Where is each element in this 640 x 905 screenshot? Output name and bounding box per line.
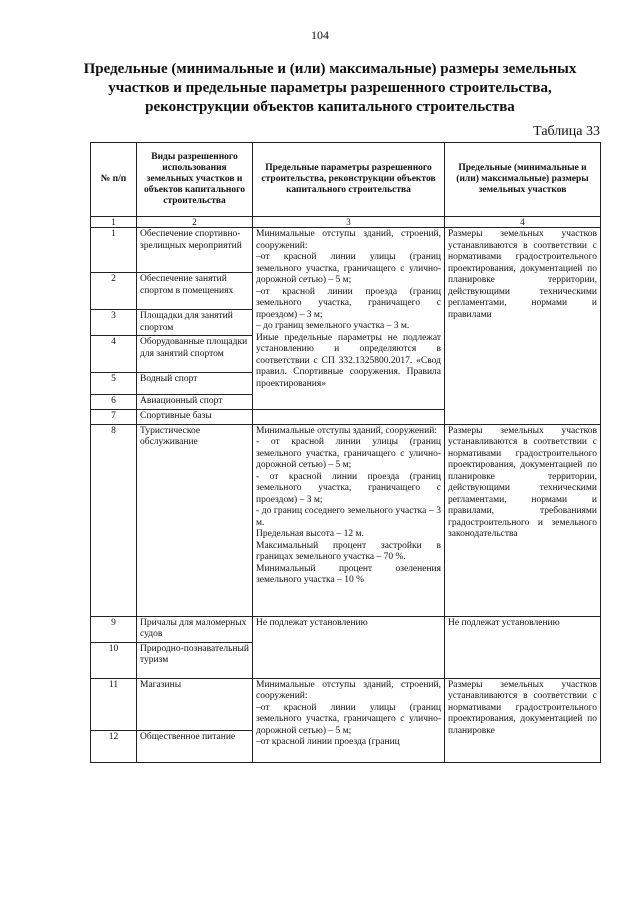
- header-num: № п/п: [91, 143, 137, 217]
- row-number: 1: [91, 228, 137, 273]
- row-type: Спортивные базы: [137, 410, 253, 425]
- params-cell: Не подлежат установлению: [253, 616, 445, 678]
- row-number: 2: [91, 273, 137, 310]
- table-caption: Таблица 33: [533, 124, 600, 139]
- param-line: – до границ земельного участка – 3 м.: [256, 321, 410, 331]
- param-line: –от красной линии улицы (границ земельного участка, граничащего с улично-дорожной сетью) – 5 м;: [256, 702, 441, 736]
- param-line: Предельная высота – 12 м.: [256, 529, 364, 539]
- row-type: Магазины: [137, 678, 253, 730]
- column-number: 1: [91, 217, 137, 228]
- header-row: [91, 143, 601, 217]
- row-number: 12: [91, 730, 137, 762]
- column-number-row: [91, 217, 601, 228]
- column-number: 4: [445, 217, 601, 228]
- params-cell: [253, 678, 445, 762]
- title-line: участков и предельные параметры разрешенного строительства,: [108, 80, 552, 96]
- param-line: Максимальный процент застройки в границах земельного участка – 70 %.: [256, 540, 441, 562]
- param-line: Иные предельные параметры не подлежат установлению и определяются в соответствии с СП 332.1325800.2017. «Свод правил. Спортивные сооружения. Правила проектирования»: [256, 332, 441, 389]
- row-number: 8: [91, 424, 137, 616]
- sizes-cell: Размеры земельных участков устанавливаются в соответствии с нормативами градостроительного проектирования, документацией по планировке: [445, 678, 601, 762]
- document-title: [60, 60, 600, 117]
- row-number: 4: [91, 336, 137, 373]
- params-cell: [253, 228, 445, 410]
- sizes-cell: Размеры земельных участков устанавливаются в соответствии с нормативами градостроительного проектирования, документацией по планировке территории, действующими техническими регламентами, нормами и правилами: [445, 228, 601, 425]
- param-line: - от красной линии улицы (границ земельного участка, граничащего с улично-дорожной сетью) – 5 м;: [256, 437, 441, 470]
- title-line: Предельные (минимальные и (или) максимальные) размеры земельных: [83, 61, 577, 77]
- regulations-table: [90, 142, 601, 763]
- header-params: Предельные параметры разрешенного строительства, реконструкции объектов капитального строительства: [253, 143, 445, 217]
- row-number: 3: [91, 310, 137, 336]
- table-row: [91, 616, 601, 642]
- row-number: 5: [91, 373, 137, 395]
- row-type: Обеспечение занятий спортом в помещениях: [137, 273, 253, 310]
- row-type: Туристическое обслуживание: [137, 424, 253, 616]
- header-sizes: Предельные (минимальные и (или) максимальные) размеры земельных участков: [445, 143, 601, 217]
- param-line: Минимальные отступы зданий, строений, сооружений:: [256, 229, 441, 251]
- column-number: 3: [253, 217, 445, 228]
- row-type: Авиационный спорт: [137, 395, 253, 410]
- params-cell-empty: [253, 410, 445, 425]
- param-line: Минимальный процент озеленения земельного участка – 10 %: [256, 563, 441, 585]
- row-number: 10: [91, 642, 137, 678]
- sizes-cell: Размеры земельных участков устанавливаются в соответствии с нормативами градостроительного проектирования, документацией по планировке территории, действующими техническими регламентами, нормами и правилами, требованиями градостроительного и земельного законодательства: [445, 424, 601, 616]
- column-number: 2: [137, 217, 253, 228]
- params-cell: [253, 424, 445, 616]
- row-type: Общественное питание: [137, 730, 253, 762]
- param-line: - от красной линии проезда (границ земельного участка, граничащего с проездом) – 3 м;: [256, 471, 441, 505]
- param-line: - до границ соседнего земельного участка – 3 м.: [256, 506, 441, 528]
- row-type: Водный спорт: [137, 373, 253, 395]
- param-line: Минимальные отступы зданий, сооружений:: [256, 425, 437, 436]
- param-line: –от красной линии улицы (границ земельного участка, граничащего с улично-дорожной сетью) – 5 м;: [256, 252, 441, 285]
- row-type: Природно-познавательный туризм: [137, 642, 253, 678]
- row-number: 9: [91, 616, 137, 642]
- row-type: Обеспечение спортивно-зрелищных мероприятий: [137, 228, 253, 273]
- row-number: 6: [91, 395, 137, 410]
- row-type: Площадки для занятий спортом: [137, 310, 253, 336]
- param-line: –от красной линии проезда (границ: [256, 737, 400, 747]
- row-number: 11: [91, 678, 137, 730]
- table-row: [91, 678, 601, 730]
- sizes-cell: Не подлежат установлению: [445, 616, 601, 678]
- param-line: –от красной линии проезда (границ земельного участка, граничащего с проездом) – 3 м;: [256, 286, 441, 320]
- row-number: 7: [91, 410, 137, 425]
- title-line: реконструкции объектов капитального строительства: [145, 99, 515, 115]
- row-type: Оборудованные площадки для занятий спортом: [137, 336, 253, 373]
- row-type: Причалы для маломерных судов: [137, 616, 253, 642]
- table-row: [91, 228, 601, 273]
- page-number: 104: [311, 28, 329, 42]
- param-line: Минимальные отступы зданий, строений, сооружений:: [256, 679, 441, 701]
- table-row: [91, 424, 601, 616]
- header-type: Виды разрешенного использования земельных участков и объектов капитального строительства: [137, 143, 253, 217]
